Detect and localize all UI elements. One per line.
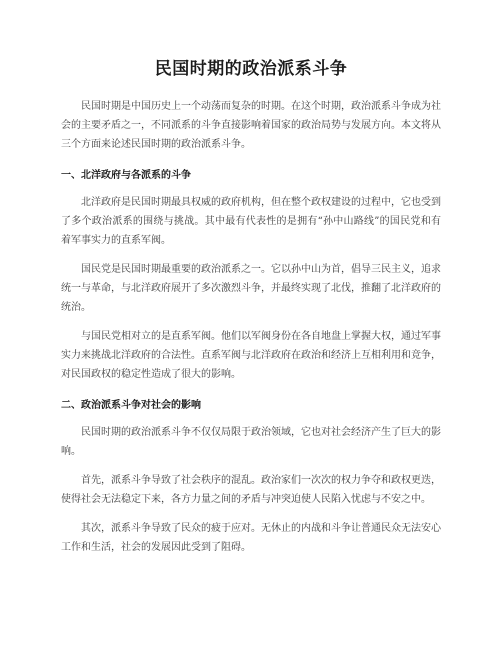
section-1-paragraph-2: 国民党是民国时期最重要的政治派系之一。它以孙中山为首，倡导三民主义，追求统一与革命，与北洋政府展开了多次激烈斗争，并最终实现了北伐，推翻了北洋政府的统治。 bbox=[61, 264, 441, 313]
section-heading-1: 一、北洋政府与各派系的斗争 bbox=[61, 170, 191, 181]
intro-paragraph: 民国时期是中国历史上一个动荡而复杂的时期。在这个时期，政治派系斗争成为社会的主要矛盾之一，不同派系的斗争直接影响着国家的政治局势与发展方向。本文将从三个方面来论述民国时期的政治派系斗争。 bbox=[61, 101, 441, 150]
section-1-paragraph-3: 与国民党相对立的是直系军阀。他们以军阀身份在各自地盘上掌握大权，通过军事实力来挑战北洋政府的合法性。直系军阀与北洋政府在政治和经济上互相利用和竞争，对民国政权的稳定性造成了很大的影响。 bbox=[61, 331, 441, 380]
title-spacer bbox=[61, 81, 441, 97]
section-2-paragraph-1: 民国时期的政治派系斗争不仅仅局限于政治领域，它也对社会经济产生了巨大的影响。 bbox=[61, 427, 441, 457]
section-1-paragraph-1: 北洋政府是民国时期最具权威的政府机构，但在整个政权建设的过程中，它也受到了多个政治派系的围绕与挑战。其中最有代表性的是拥有“孙中山路线”的国民党和有着军事实力的直系军阀。 bbox=[61, 197, 441, 246]
section-heading-2: 二、政治派系斗争对社会的影响 bbox=[61, 400, 201, 411]
document-title: 民国时期的政治派系斗争 bbox=[154, 59, 348, 79]
section-2-paragraph-3: 其次，派系斗争导致了民众的疲于应对。无休止的内战和斗争让普通民众无法安心工作和生活，社会的发展因此受到了阻碍。 bbox=[61, 523, 441, 553]
section-2-paragraph-2: 首先，派系斗争导致了社会秩序的混乱。政治家们一次次的权力争夺和政权更迭，使得社会无法稳定下来，各方力量之间的矛盾与冲突迫使人民陷入忧虑与不安之中。 bbox=[61, 475, 441, 505]
